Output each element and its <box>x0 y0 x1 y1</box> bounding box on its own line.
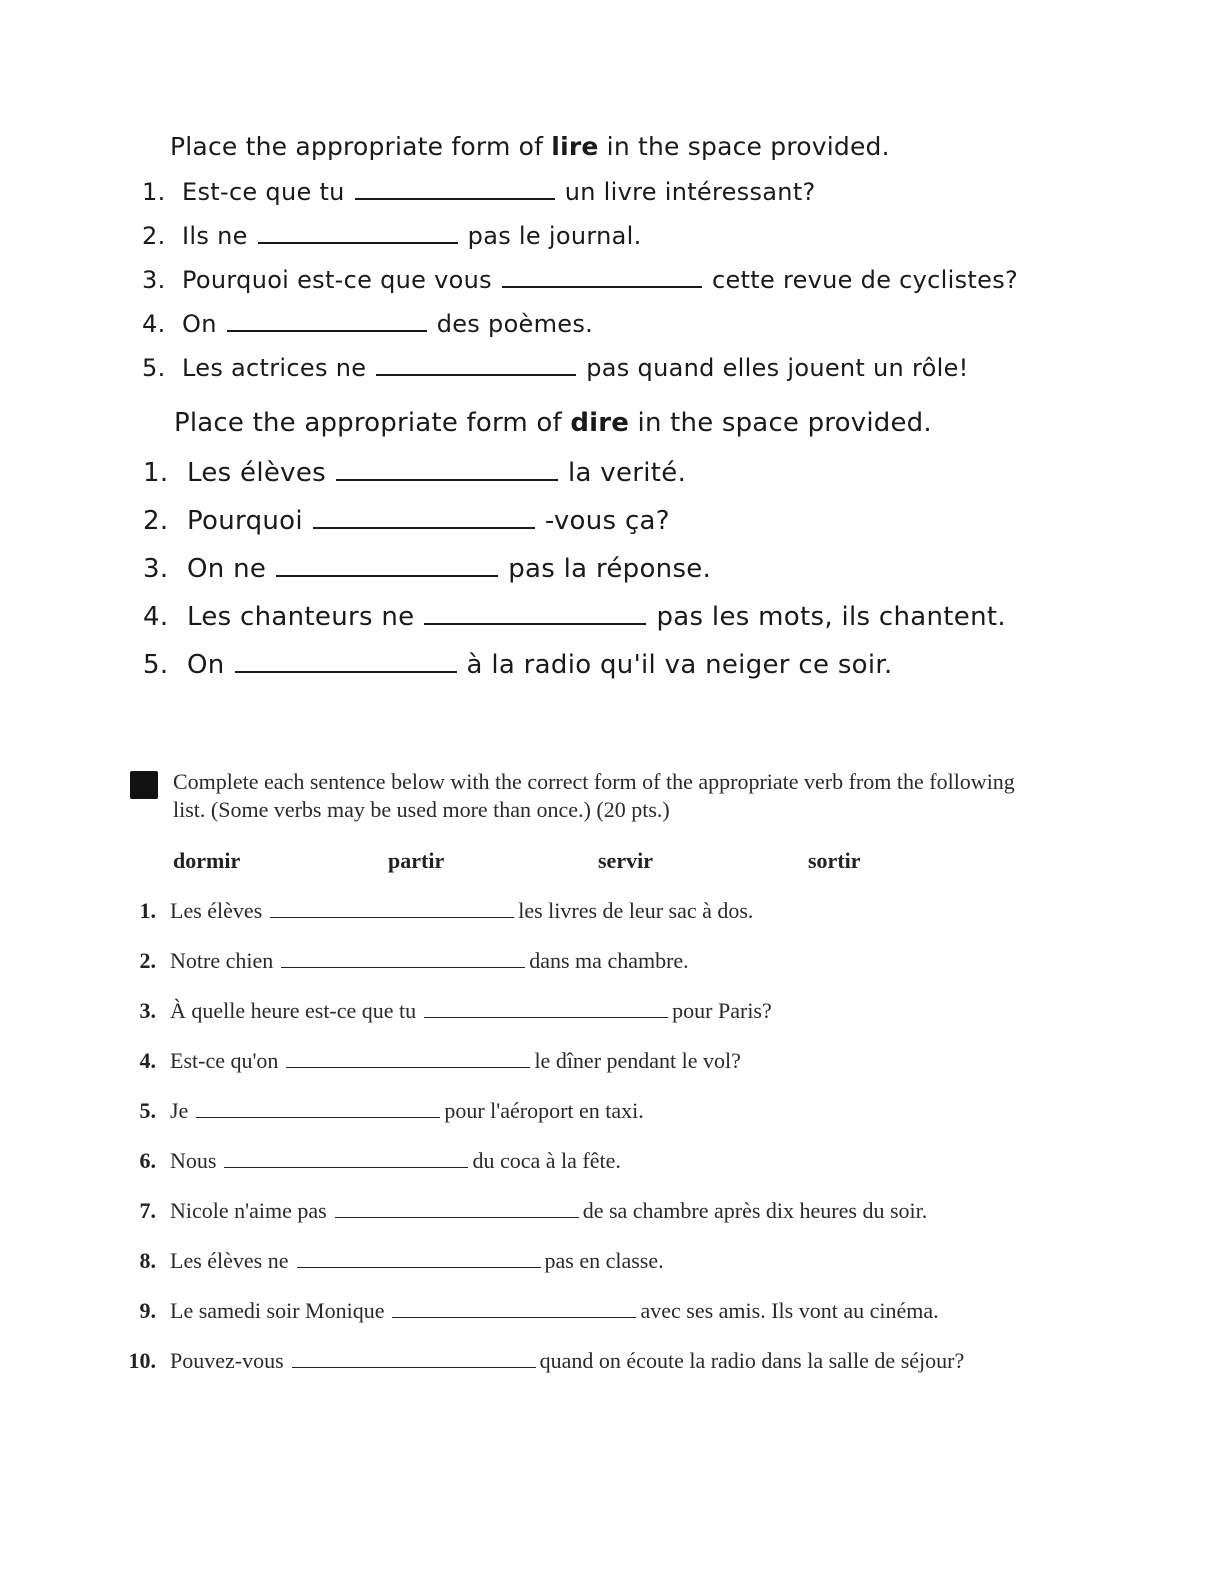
item-number: 10. <box>128 1348 156 1373</box>
item-text-before: Je <box>170 1098 189 1123</box>
answer-blank[interactable] <box>224 1166 468 1168</box>
item-number: 1. <box>142 178 166 206</box>
item-text-after: des poèmes. <box>436 310 594 338</box>
dire-item-1 <box>143 458 686 488</box>
item-text-after: cette revue de cyclistes? <box>711 266 1019 294</box>
item-number: 4. <box>143 602 169 632</box>
dire-item-2 <box>143 506 670 536</box>
lire-verb: lire <box>551 132 599 161</box>
item-text-before: Les chanteurs ne <box>187 602 415 632</box>
item-text-after: avec ses amis. Ils vont au cinéma. <box>640 1298 939 1323</box>
item-number: 2. <box>143 506 169 536</box>
item-text-after: quand on écoute la radio dans la salle de séjour? <box>539 1348 965 1373</box>
verbs-item-4 <box>114 1048 741 1074</box>
item-text-after: pas la réponse. <box>508 554 712 584</box>
item-number: 7. <box>139 1198 156 1223</box>
answer-blank[interactable] <box>297 1266 541 1268</box>
item-number: 6. <box>139 1148 156 1173</box>
dire-item-3 <box>143 554 711 584</box>
dire-instruction-post: in the space provided. <box>629 408 932 438</box>
verb-option-sortir: sortir <box>808 848 861 873</box>
item-text-after: le dîner pendant le vol? <box>534 1048 741 1073</box>
verbs-item-7 <box>114 1198 927 1224</box>
verbs-item-8 <box>114 1248 664 1274</box>
item-number: 4. <box>139 1048 156 1073</box>
answer-blank[interactable] <box>292 1366 536 1368</box>
item-text-before: Est-ce que tu <box>182 178 345 206</box>
item-number: 5. <box>143 650 169 680</box>
item-text-after: pas quand elles jouent un rôle! <box>586 354 969 382</box>
item-number: 3. <box>139 998 156 1023</box>
item-text-before: On <box>182 310 217 338</box>
answer-blank[interactable] <box>376 373 576 376</box>
answer-blank[interactable] <box>335 1216 579 1218</box>
item-text-after: de sa chambre après dix heures du soir. <box>582 1198 928 1223</box>
item-text-after: la verité. <box>567 458 687 488</box>
item-text-before: Les élèves <box>187 458 326 488</box>
item-text-before: On <box>187 650 225 680</box>
verb-option-partir: partir <box>388 848 445 873</box>
item-number: 5. <box>142 354 166 382</box>
item-number: 3. <box>143 554 169 584</box>
answer-blank[interactable] <box>196 1116 440 1118</box>
item-text-after: un livre intéressant? <box>564 178 816 206</box>
answer-blank[interactable] <box>227 329 427 332</box>
item-text-before: Est-ce qu'on <box>170 1048 279 1073</box>
item-text-after: -vous ça? <box>544 506 670 536</box>
item-number: 2. <box>142 222 166 250</box>
lire-instruction-post: in the space provided. <box>598 132 890 161</box>
item-number: 1. <box>139 898 156 923</box>
item-text-before: À quelle heure est-ce que tu <box>170 998 417 1023</box>
verbs-item-10 <box>114 1348 964 1374</box>
item-number: 3. <box>142 266 166 294</box>
dire-verb: dire <box>570 408 630 438</box>
answer-blank[interactable] <box>502 285 702 288</box>
verbs-item-5 <box>114 1098 644 1124</box>
item-number: 8. <box>139 1248 156 1273</box>
verbs-instruction: Complete each sentence below with the correct form of the appropriate verb from the following list. (Some verbs may be used more than once.) (20 pts.) <box>173 769 1015 822</box>
item-text-after: pas le journal. <box>467 222 642 250</box>
answer-blank[interactable] <box>281 966 525 968</box>
dire-instruction-pre: Place the appropriate form of <box>174 408 571 438</box>
item-text-after: pour Paris? <box>672 998 772 1023</box>
item-text-before: Pouvez-vous <box>170 1348 284 1373</box>
dire-item-5 <box>143 650 893 680</box>
lire-item-5 <box>142 354 969 382</box>
item-text-after: pour l'aéroport en taxi. <box>444 1098 644 1123</box>
item-text-before: Le samedi soir Monique <box>170 1298 385 1323</box>
item-text-after: les livres de leur sac à dos. <box>518 898 754 923</box>
lire-instruction <box>170 132 890 161</box>
item-text-before: Les élèves ne <box>170 1248 289 1273</box>
verbs-item-9 <box>114 1298 939 1324</box>
answer-blank[interactable] <box>276 574 498 577</box>
item-text-after: du coca à la fête. <box>472 1148 621 1173</box>
dire-instruction <box>174 408 932 438</box>
verbs-item-6 <box>114 1148 621 1174</box>
answer-blank[interactable] <box>392 1316 636 1318</box>
verb-option-servir: servir <box>598 848 653 873</box>
item-text-before: Notre chien <box>170 948 274 973</box>
verbs-item-2 <box>114 948 689 974</box>
item-text-before: Ils ne <box>182 222 248 250</box>
item-number: 2. <box>139 948 156 973</box>
verbs-item-3 <box>114 998 772 1024</box>
item-number: 9. <box>139 1298 156 1323</box>
answer-blank[interactable] <box>336 478 558 481</box>
dire-item-4 <box>143 602 1006 632</box>
lire-item-1 <box>142 178 816 206</box>
section-marker-icon <box>130 771 158 799</box>
lire-item-4 <box>142 310 593 338</box>
item-text-after: pas les mots, ils chantent. <box>656 602 1006 632</box>
answer-blank[interactable] <box>355 197 555 200</box>
answer-blank[interactable] <box>258 241 458 244</box>
item-text-after: dans ma chambre. <box>529 948 689 973</box>
item-text-after: pas en classe. <box>544 1248 664 1273</box>
verb-option-dormir: dormir <box>173 848 241 873</box>
item-text-after: à la radio qu'il va neiger ce soir. <box>466 650 893 680</box>
lire-instruction-pre: Place the appropriate form of <box>170 132 552 161</box>
answer-blank[interactable] <box>270 916 514 918</box>
item-text-before: Les actrices ne <box>182 354 367 382</box>
item-number: 4. <box>142 310 166 338</box>
item-number: 5. <box>139 1098 156 1123</box>
answer-blank[interactable] <box>424 622 646 625</box>
item-text-before: Nous <box>170 1148 217 1173</box>
item-text-before: Les élèves <box>170 898 263 923</box>
answer-blank[interactable] <box>313 526 535 529</box>
answer-blank[interactable] <box>424 1016 668 1018</box>
answer-blank[interactable] <box>286 1066 530 1068</box>
item-text-before: On ne <box>187 554 267 584</box>
verbs-item-1 <box>114 898 753 924</box>
item-text-before: Nicole n'aime pas <box>170 1198 327 1223</box>
item-text-before: Pourquoi <box>187 506 303 536</box>
item-text-before: Pourquoi est-ce que vous <box>182 266 492 294</box>
lire-item-2 <box>142 222 642 250</box>
lire-item-3 <box>142 266 1018 294</box>
answer-blank[interactable] <box>235 670 457 673</box>
item-number: 1. <box>143 458 169 488</box>
